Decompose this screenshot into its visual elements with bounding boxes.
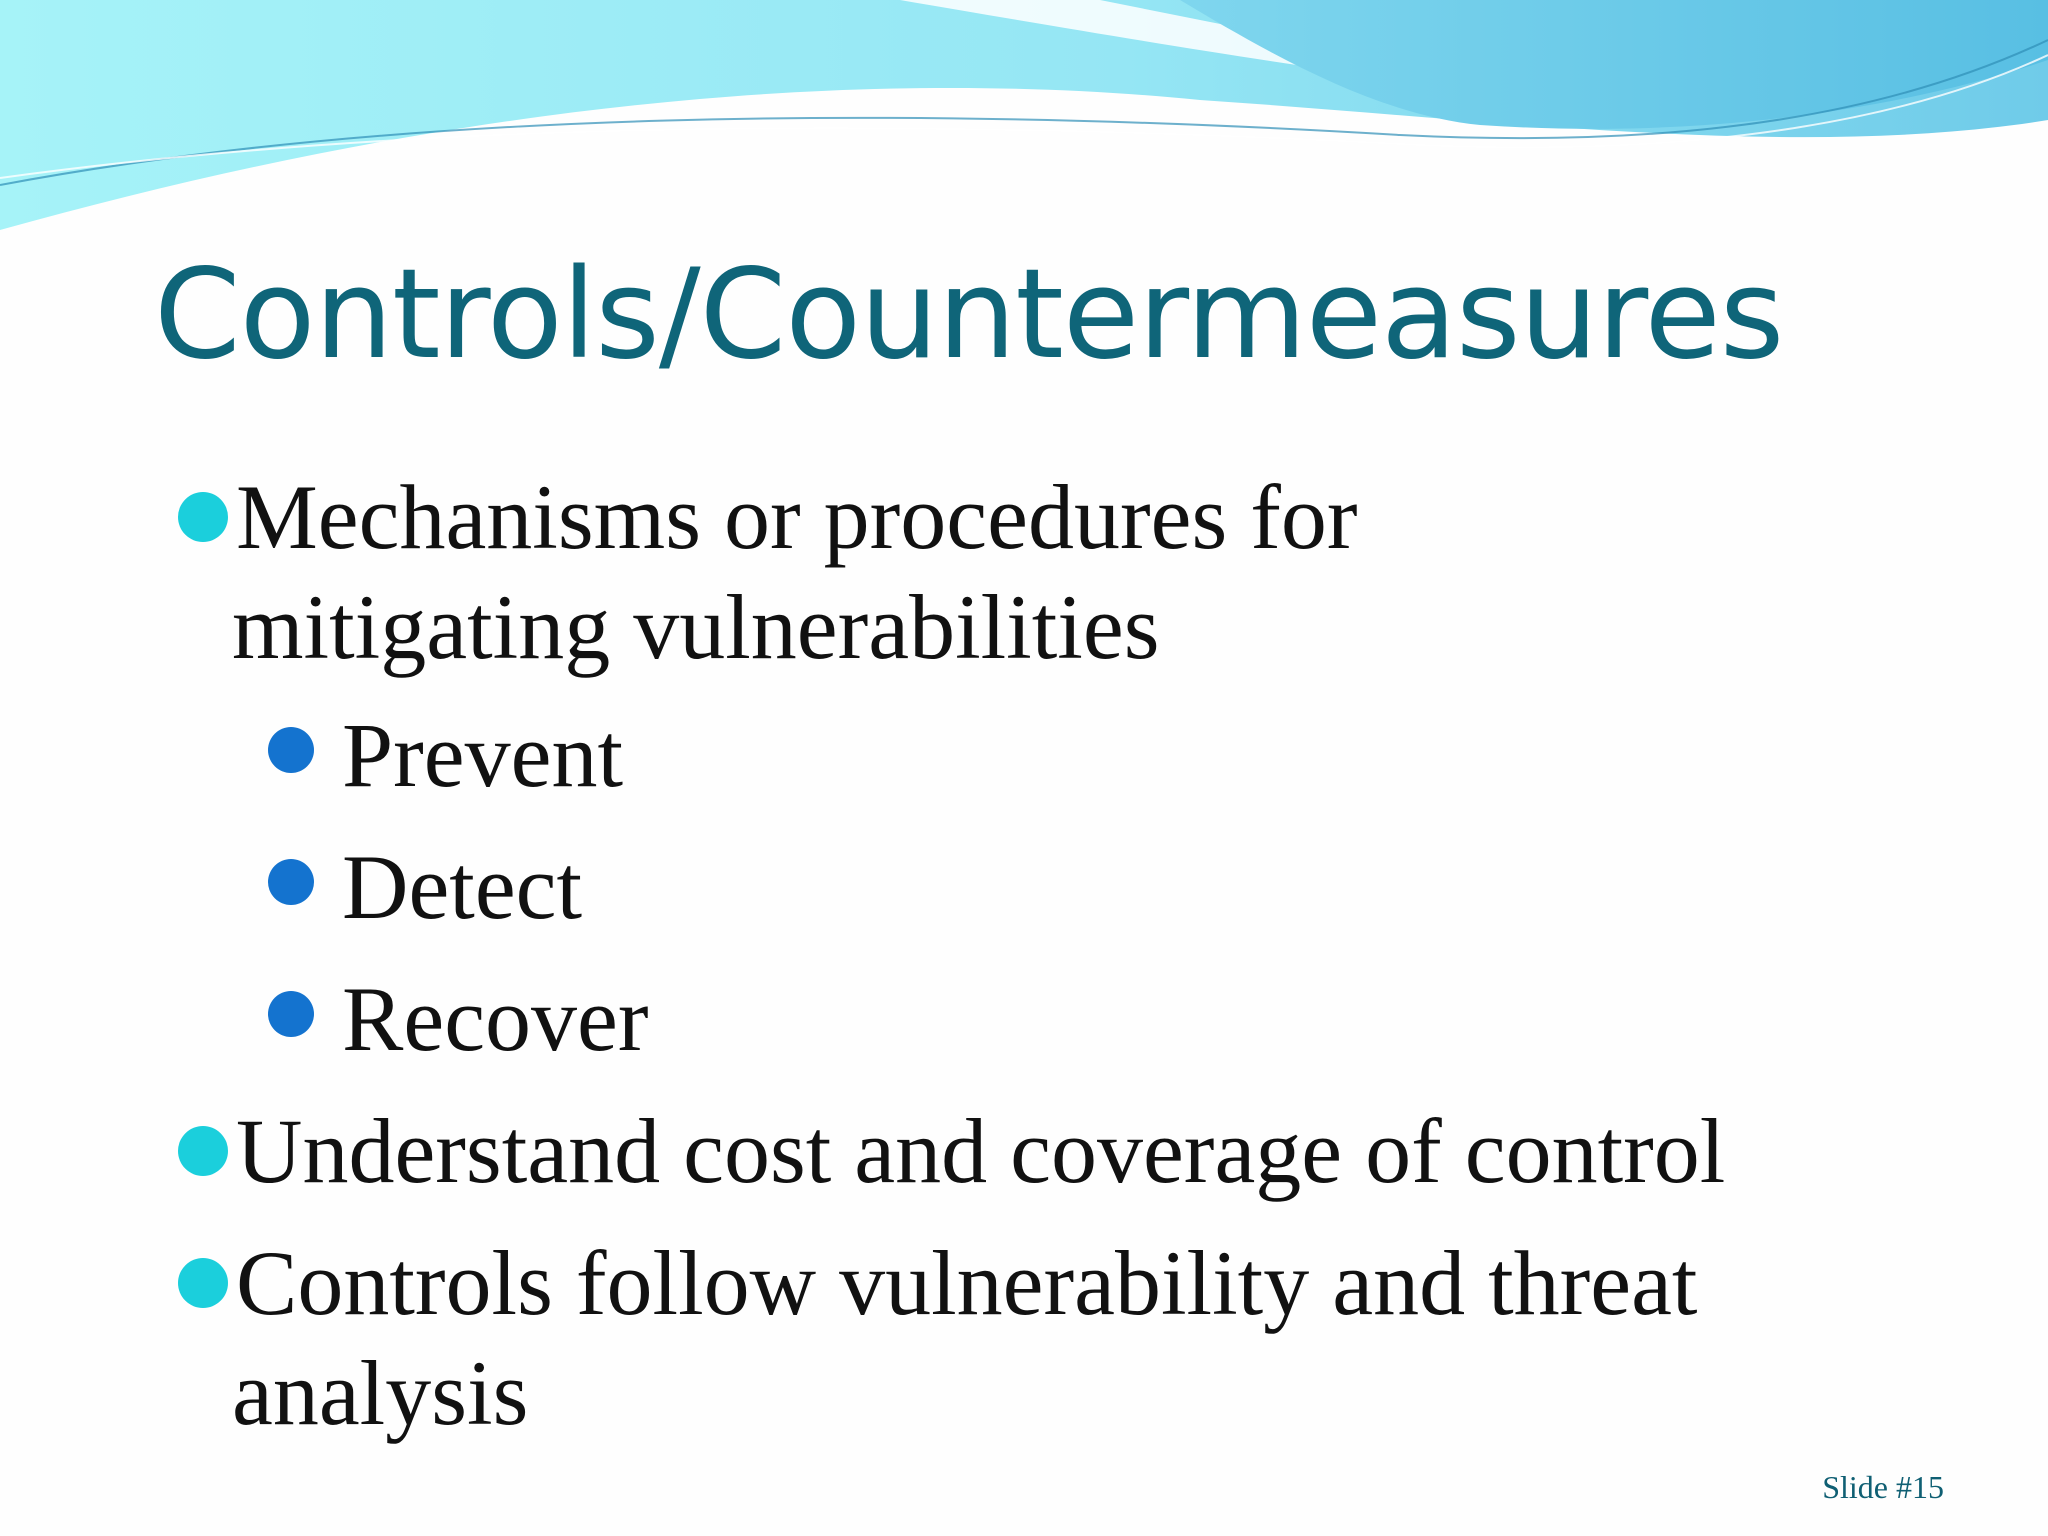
- bullet-dot-icon: [178, 1258, 228, 1308]
- sub-bullet-item: [342, 832, 582, 942]
- bullet-text: Mechanisms or procedures for: [236, 466, 1358, 568]
- sub-bullet-dot-icon: [268, 727, 314, 773]
- bullet-dot-icon: [178, 492, 228, 542]
- bullet-item: [232, 462, 1358, 682]
- bullet-text: Understand cost and coverage of control: [236, 1100, 1726, 1202]
- sub-bullet-text: Detect: [342, 836, 583, 938]
- sub-bullet-item: [342, 700, 623, 810]
- bullet-item: [236, 1096, 1725, 1206]
- bullet-item: [232, 1228, 1698, 1448]
- bullet-text-continuation: [234, 572, 1356, 682]
- bullet-continuation-text: analysis: [232, 1342, 529, 1444]
- slide-title: Controls/Countermeasures: [154, 243, 1784, 387]
- sub-bullet-text: Prevent: [342, 704, 624, 806]
- bullet-text-continuation: [234, 1338, 1696, 1448]
- bullet-text: Controls follow vulnerability and threat: [236, 1232, 1698, 1334]
- sub-bullet-text: Recover: [342, 968, 649, 1070]
- bullet-dot-icon: [178, 1126, 228, 1176]
- slide-number: Slide #15: [1822, 1469, 1944, 1505]
- bullet-continuation-text: mitigating vulnerabilities: [232, 576, 1160, 678]
- sub-bullet-dot-icon: [268, 991, 314, 1037]
- sub-bullet-dot-icon: [268, 859, 314, 905]
- sub-bullet-item: [342, 964, 649, 1074]
